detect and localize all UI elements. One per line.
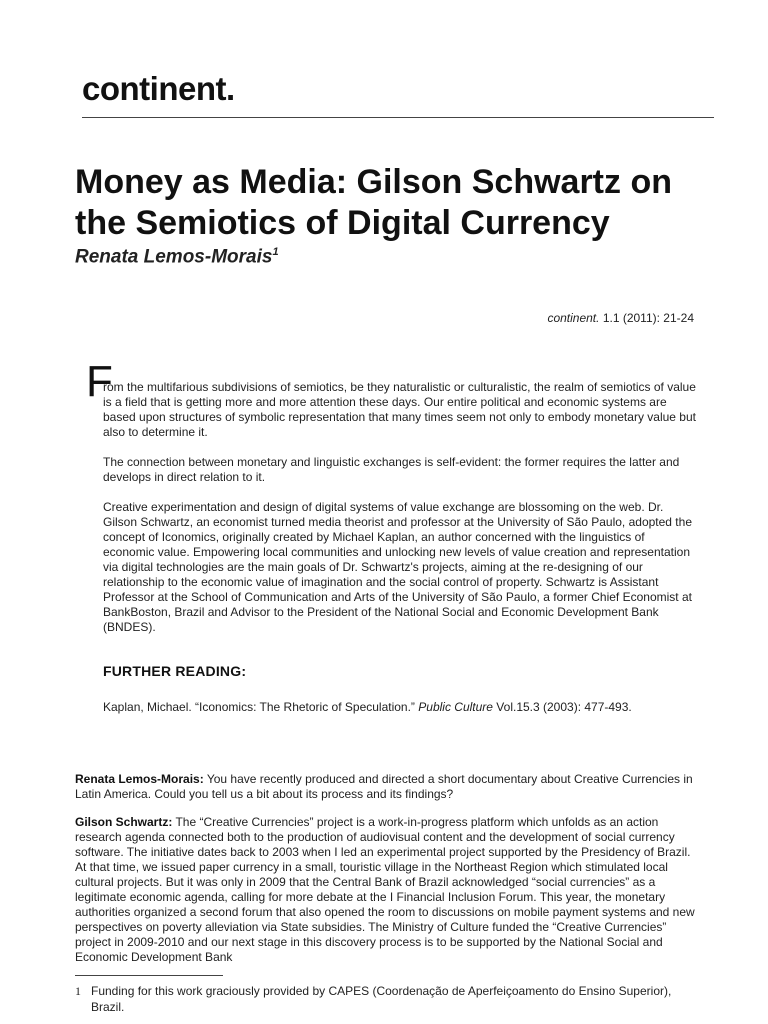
citation-volume: 1.1 (2011): 21-24: [599, 311, 694, 325]
article-citation: [547, 311, 694, 325]
abstract: [103, 380, 699, 650]
interview-question-1: [75, 772, 695, 802]
reference-tail: Vol.15.3 (2003): 477-493.: [492, 700, 632, 714]
citation-journal: continent.: [547, 311, 600, 325]
journal-logo: continent.: [82, 70, 235, 107]
answer-speaker: Gilson Schwartz:: [75, 815, 173, 829]
reference-journal: Public Culture: [418, 700, 493, 714]
further-reading-reference: [103, 700, 703, 715]
question-text: You have recently produced and directed a short documentary about Creative Currencies in Latin America. Could you tell us a bit about its process and its findings?: [75, 772, 693, 801]
abstract-paragraph-3: Creative experimentation and design of digital systems of value exchange are blossoming on the web. Dr. Gilson Schwartz, an economist turned media theorist and professor at the University of São Paulo, adopted the concept of Iconomics, originally created by Michael Kaplan, an author concerned with the linguistics of economic value. Empowering local communities and unlocking new levels of value creation and representation via digital technologies are the main goals of Dr. Schwartz's projects, aiming at the re-designing of our relationship to the economic value of imagination and the social control of property. Schwartz is Assistant Professor at the School of Communication and Arts of the University of São Paulo, a former Chief Economist at BankBoston, Brazil and Advisor to the President of the National Social and Economic Development Bank (BNDES).: [103, 500, 692, 634]
footnote-rule: [75, 975, 223, 976]
author-footnote-mark: 1: [272, 246, 279, 258]
author-name: Renata Lemos-Morais: [75, 246, 273, 268]
header-rule: [82, 117, 714, 118]
footnote: [75, 983, 695, 1015]
further-reading-heading: FURTHER READING:: [103, 663, 247, 679]
abstract-paragraph-2: The connection between monetary and linguistic exchanges is self-evident: the former requires the latter and develops in direct relation to it.: [103, 455, 680, 484]
answer-text: The “Creative Currencies” project is a work-in-progress platform which unfolds as an action research agenda connected both to the production of audiovisual content and the development of social currency software. The initiative dates back to 2003 when I led an experimental project supported by the Presidency of Brazil. At that time, we issued paper currency in a small, touristic village in the Northeast Region which stimulated local cultural projects. But it was only in 2009 that the Central Bank of Brazil acknowledged “social currencies” as a legitimate economic agenda, calling for more debate at the I Financial Inclusion Forum. This year, the monetary authorities organized a second forum that also opened the room to discussions on mobile payment systems and new perspectives on poverty alleviation via State subsidies. The Ministry of Culture funded the “Creative Currencies” project in 2009-2010 and our next stage in this discovery process is to be supported by the National Social and Economic Development Bank: [75, 815, 695, 964]
footnote-number: 1: [75, 984, 81, 998]
article-title: Money as Media: Gilson Schwartz on the Semiotics of Digital Currency: [75, 163, 672, 242]
question-speaker: Renata Lemos-Morais:: [75, 772, 204, 786]
article-author: [75, 246, 279, 268]
interview-answer-1: [75, 815, 695, 965]
footnote-text: Funding for this work graciously provided by CAPES (Coordenação de Aperfeiçoamento do Ensino Superior), Brazil.: [91, 984, 672, 1014]
reference-main: Kaplan, Michael. “Iconomics: The Rhetoric of Speculation.”: [103, 700, 419, 714]
drop-cap: F: [86, 357, 113, 406]
interview-body: [75, 772, 695, 978]
abstract-paragraph-1: rom the multifarious subdivisions of semiotics, be they naturalistic or culturalistic, the realm of semiotics of value is a field that is getting more and more attention these days. Our entire political and economic systems are based upon structures of symbolic representation that many times seem not only to embody monetary value but also to determine it.: [103, 380, 696, 439]
